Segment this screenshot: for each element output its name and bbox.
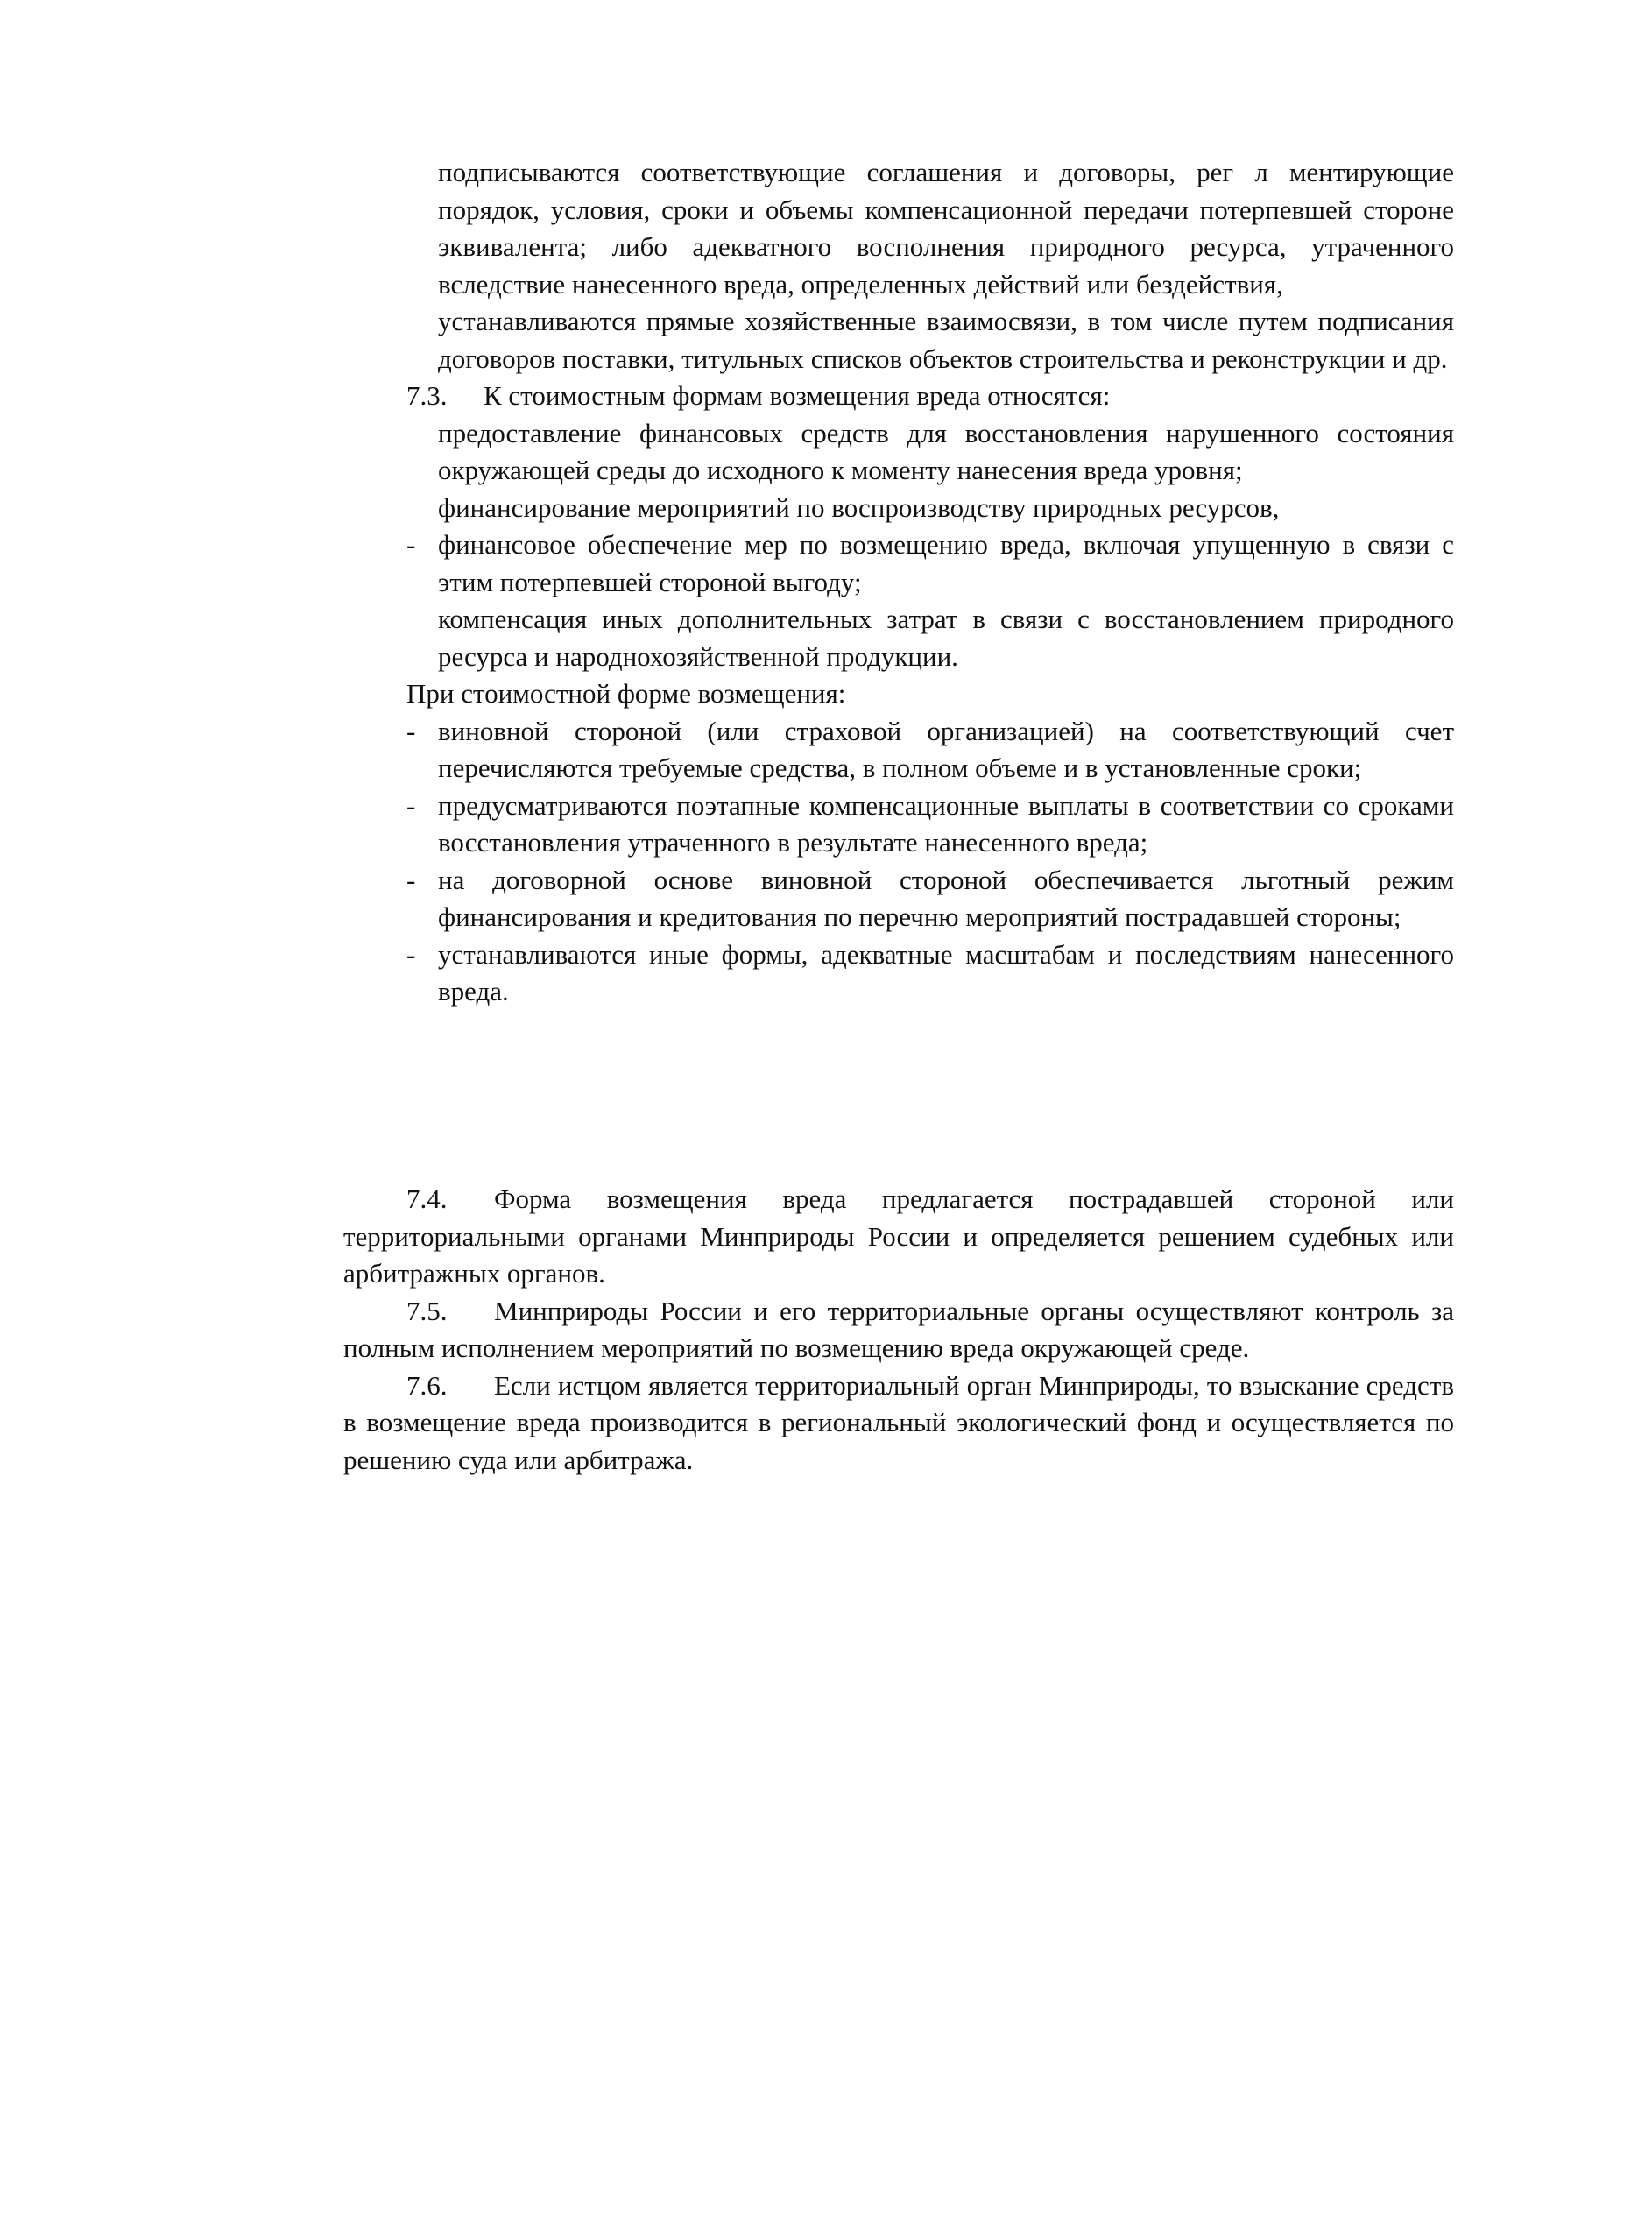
- section-7-5-number: 7.5.: [406, 1295, 448, 1326]
- cost-form-heading: При стоимостной форме возмещения:: [406, 678, 846, 709]
- section-7-6-text: Если истцом является территориальный орган Минприроды, то взыскание средств в возмещение вреда производится в региональный экологический фонд и осуществляется по решению суда или арбитража.: [343, 1369, 1454, 1475]
- section-7-3-number: 7.3.: [406, 380, 448, 411]
- list-item: - финансовое обеспечение мер по возмещению вреда, включая упущенную в связи с этим потерпевшей стороной выгоду;: [343, 526, 1454, 601]
- list-item: - предусматриваются поэтапные компенсационные выплаты в соответствии со сроками восстановления утраченного в результате нанесенного вреда;: [343, 788, 1454, 862]
- list-item: финансирование мероприятий по воспроизводству природных ресурсов,: [438, 491, 1280, 523]
- list-item: - на договорной основе виновной стороной обеспечивается льготный режим финансирования и кредитования по перечню мероприятий пострадавшей стороны;: [343, 862, 1454, 936]
- section-7-3-heading: [343, 378, 1454, 415]
- list-item: компенсация иных дополнительных затрат в связи с восстановлением природного ресурса и народнохозяйственной продукции.: [438, 604, 1454, 672]
- list-item: - устанавливаются иные формы, адекватные масштабам и последствиям нанесенного вреда.: [343, 936, 1454, 1011]
- section-7-6: [343, 1367, 1454, 1480]
- section-7-3-text: К стоимостным формам возмещения вреда относятся:: [484, 380, 1111, 411]
- section-7-4: [343, 1181, 1454, 1293]
- section-7-4-text: Форма возмещения вреда предлагается пострадавшей стороной или территориальными органами Минприроды России и определяется решением судебных или арбитражных органов.: [343, 1183, 1454, 1289]
- section-7-6-number: 7.6.: [406, 1369, 448, 1401]
- document-body: [343, 154, 1454, 1011]
- numbered-paragraphs: [343, 1181, 1454, 1479]
- economic-links-clause: устанавливаются прямые хозяйственные взаимосвязи, в том числе путем подписания договоров поставки, титульных списков объектов строительства и реконструкции и др.: [438, 306, 1454, 374]
- list-item: предоставление финансовых средств для восстановления нарушенного состояния окружающей среды до исходного к моменту нанесения вреда уровня;: [438, 417, 1454, 485]
- agreement-clause: подписываются соответствующие соглашения и договоры, рег л ментирующие порядок, условия, сроки и объемы компенсационной передачи потерпевшей стороне эквивалента; либо адекватного восполнения природного ресурса, утраченного вследствие нанесенного вреда, определенных действий или бездействия,: [438, 157, 1454, 300]
- section-7-4-number: 7.4.: [406, 1183, 448, 1214]
- section-7-5-text: Минприроды России и его территориальные органы осуществляют контроль за полным исполнением мероприятий по возмещению вреда окружающей среде.: [343, 1295, 1454, 1363]
- section-7-5: [343, 1293, 1454, 1367]
- list-item: - виновной стороной (или страховой организацией) на соответствующий счет перечисляются требуемые средства, в полном объеме и в установленные сроки;: [343, 713, 1454, 788]
